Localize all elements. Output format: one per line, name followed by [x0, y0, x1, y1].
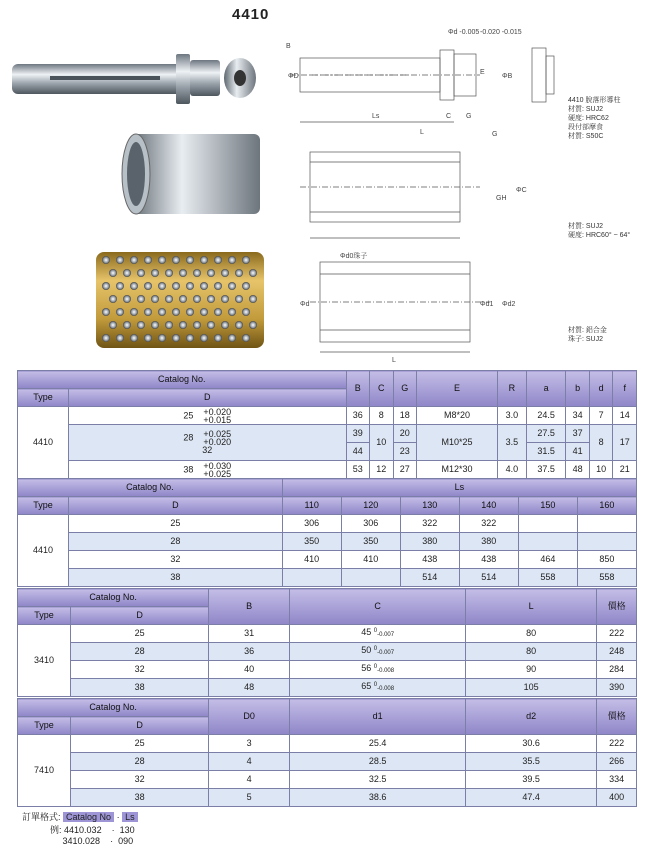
dim-l: L: [420, 129, 424, 136]
ball-icon: [186, 282, 194, 290]
ball-icon: [102, 256, 110, 264]
ball-icon: [249, 269, 257, 277]
dim-d1: Φd1: [480, 301, 494, 308]
ball-icon: [242, 256, 250, 264]
ball-icon: [214, 308, 222, 316]
ball-icon: [102, 282, 110, 290]
ball-icon: [228, 282, 236, 290]
ball-icon: [102, 308, 110, 316]
dim-e: E: [480, 69, 485, 76]
spec-notes-sleeve: 材質: SUJ2 硬度: HRC60° ~ 64°: [568, 223, 631, 239]
dim-d2: Φd2: [502, 301, 516, 308]
product-images: [0, 30, 290, 370]
order-examples: 例: 4410.032 · 130 3410.028 · 090: [50, 825, 135, 846]
table-3410: Catalog No. B C L 價格 Type D 3410 25 31 45 $^0$-0.007 80 222 28 36 50 $^0$-0.007 80 248 32 40 56 $^0$-0.008 90 284 38 48 65 $^0$-0.008 105 390: [17, 588, 637, 697]
table-row: 32 40 56 $^0$-0.008 90 284: [18, 661, 637, 679]
page-title: 4410: [232, 6, 270, 23]
ball-icon: [172, 334, 180, 342]
ball-icon: [144, 256, 152, 264]
ball-icon: [179, 295, 187, 303]
ball-icon: [214, 282, 222, 290]
dim-d: Φd: [300, 301, 310, 308]
ball-icon: [137, 321, 145, 329]
ball-icon: [144, 308, 152, 316]
ball-icon: [214, 256, 222, 264]
pin-drawing: [290, 48, 554, 122]
dim-b: B: [286, 43, 291, 50]
ball-cage-drawing: [310, 262, 490, 352]
sleeve-drawing: [300, 152, 480, 238]
ball-icon: [186, 308, 194, 316]
order-label: 訂單格式:: [22, 812, 61, 822]
ball-icon: [116, 256, 124, 264]
dim-phic: ΦC: [516, 187, 527, 194]
table-row: 4410 25 306 306 322 322: [18, 515, 637, 533]
ball-icon: [249, 321, 257, 329]
ball-icon: [151, 269, 159, 277]
table-row: 38 48 65 $^0$-0.008 105 390: [18, 679, 637, 697]
catalog-header: Catalog No.: [18, 371, 347, 389]
ball-icon: [228, 308, 236, 316]
ball-icon: [200, 334, 208, 342]
order-ls: Ls: [122, 812, 138, 822]
sleeve-image: [122, 134, 260, 214]
table-row: 3410 25 31 45 $^0$-0.007 80 222: [18, 625, 637, 643]
dim-g: G: [466, 113, 472, 120]
ball-icon: [158, 334, 166, 342]
ball-icon: [109, 269, 117, 277]
table-row: 38 514 514 558 558: [18, 569, 637, 587]
guide-pin-image: [12, 54, 256, 104]
dim-tol1: Φd -0.005: [448, 29, 480, 36]
table-4410-ls: Catalog No. Ls Type D 110 120 130 140 150 160 4410 25 306 306 322 322 28 350 350 380 380 32 410 410 438 438 464 850 38 514 514 558 558: [17, 478, 637, 587]
ball-icon: [221, 295, 229, 303]
ball-icon: [130, 282, 138, 290]
ball-icon: [193, 269, 201, 277]
ball-icon: [200, 282, 208, 290]
ball-icon: [207, 269, 215, 277]
ball-icon: [130, 256, 138, 264]
dim-ball: Φd0珠子: [340, 253, 368, 260]
ball-icon: [123, 269, 131, 277]
order-format: 訂單格式: Catalog No · Ls: [22, 810, 138, 823]
ball-icon: [165, 269, 173, 277]
ball-icon: [207, 295, 215, 303]
table-row: 4410 25 +0.020 +0.015 36 8 18 M8*20 3.0 24.5 34 7 14: [18, 407, 637, 425]
ball-icon: [221, 321, 229, 329]
ball-icon: [123, 321, 131, 329]
ball-icon: [186, 256, 194, 264]
table-row: 28 350 350 380 380: [18, 533, 637, 551]
ball-icon: [235, 321, 243, 329]
ball-icon: [242, 308, 250, 316]
ball-icon: [235, 295, 243, 303]
table-4410-dimensions: Catalog No. B C G E R a b d f Type D 4410 25 +0.020 +0.015 36 8 18 M8*20 3.0 24.5 34 7 14 28 +0.025 +0.020 32 39 10 20 M10*25 3.5 27.5 37 8 17 44 23 31.5 41 38 +0.030 +0.025 53 12 27 M12*30 4.0 37.5 48 10 21: [17, 370, 637, 479]
ball-icon: [151, 321, 159, 329]
ball-icon: [102, 334, 110, 342]
ball-icon: [249, 295, 257, 303]
ball-icon: [228, 256, 236, 264]
ball-icon: [158, 308, 166, 316]
ball-icon: [130, 308, 138, 316]
ball-icon: [165, 321, 173, 329]
table-row: 28 +0.025 +0.020 32 39 10 20 M10*25 3.5 27.5 37 8 17: [18, 425, 637, 443]
ball-icon: [242, 282, 250, 290]
ball-icon: [228, 334, 236, 342]
table-row: 38 5 38.6 47.4 400: [18, 789, 637, 807]
dim-gh: GH: [496, 195, 507, 202]
ball-icon: [207, 321, 215, 329]
ball-icon: [151, 295, 159, 303]
table-row: 38 +0.030 +0.025 53 12 27 M12*30 4.0 37.5 48 10 21: [18, 461, 637, 479]
table-row: 44 23 31.5 41: [18, 443, 637, 461]
table-row: 32 4 32.5 39.5 334: [18, 771, 637, 789]
table-row: 28 36 50 $^0$-0.007 80 248: [18, 643, 637, 661]
ball-icon: [144, 282, 152, 290]
ball-icon: [200, 308, 208, 316]
ball-icon: [158, 256, 166, 264]
table-row: 28 4 28.5 35.5 266: [18, 753, 637, 771]
dim-phib: ΦB: [502, 73, 513, 80]
ball-icon: [221, 269, 229, 277]
ball-icon: [235, 269, 243, 277]
dim-g2: G: [492, 131, 498, 138]
ball-icon: [172, 256, 180, 264]
ball-icon: [130, 334, 138, 342]
table-7410: Catalog No. D0 d1 d2 價格 Type D 7410 25 3 25.4 30.6 222 28 4 28.5 35.5 266 32 4 32.5 39.5 334 38 5 38.6 47.4 400: [17, 698, 637, 807]
ball-icon: [137, 269, 145, 277]
ball-icon: [193, 295, 201, 303]
ball-icon: [214, 334, 222, 342]
dim-c: C: [446, 113, 452, 120]
order-catalog: Catalog No: [63, 812, 114, 822]
ball-icon: [193, 321, 201, 329]
ball-icon: [137, 295, 145, 303]
spec-notes-pin: 4410 脫落形導柱 材質: SUJ2 硬度: HRC62 段付部摩食 材質: S50C: [568, 97, 621, 140]
dim-l2: L: [392, 357, 396, 362]
ball-icon: [109, 295, 117, 303]
table-row: 32 410 410 438 438 464 850: [18, 551, 637, 569]
ball-icon: [186, 334, 194, 342]
dim-tol2: -0.020 -0.015: [480, 29, 522, 36]
ball-icon: [165, 295, 173, 303]
ball-icon: [200, 256, 208, 264]
ball-icon: [116, 282, 124, 290]
ball-icon: [172, 282, 180, 290]
ball-icon: [109, 321, 117, 329]
ball-icon: [116, 334, 124, 342]
dim-ls: Ls: [372, 113, 380, 120]
ball-icon: [179, 321, 187, 329]
technical-drawings: [280, 22, 650, 362]
spec-notes-cage: 材質: 鋁合金 珠子: SUJ2: [568, 327, 607, 343]
ball-icon: [144, 334, 152, 342]
ball-icon: [242, 334, 250, 342]
ball-icon: [116, 308, 124, 316]
table-row: 7410 25 3 25.4 30.6 222: [18, 735, 637, 753]
ball-icon: [123, 295, 131, 303]
ball-icon: [172, 308, 180, 316]
dim-phid: ΦD: [288, 73, 299, 80]
ball-cage-image: [96, 252, 264, 348]
ball-icon: [158, 282, 166, 290]
ball-icon: [179, 269, 187, 277]
